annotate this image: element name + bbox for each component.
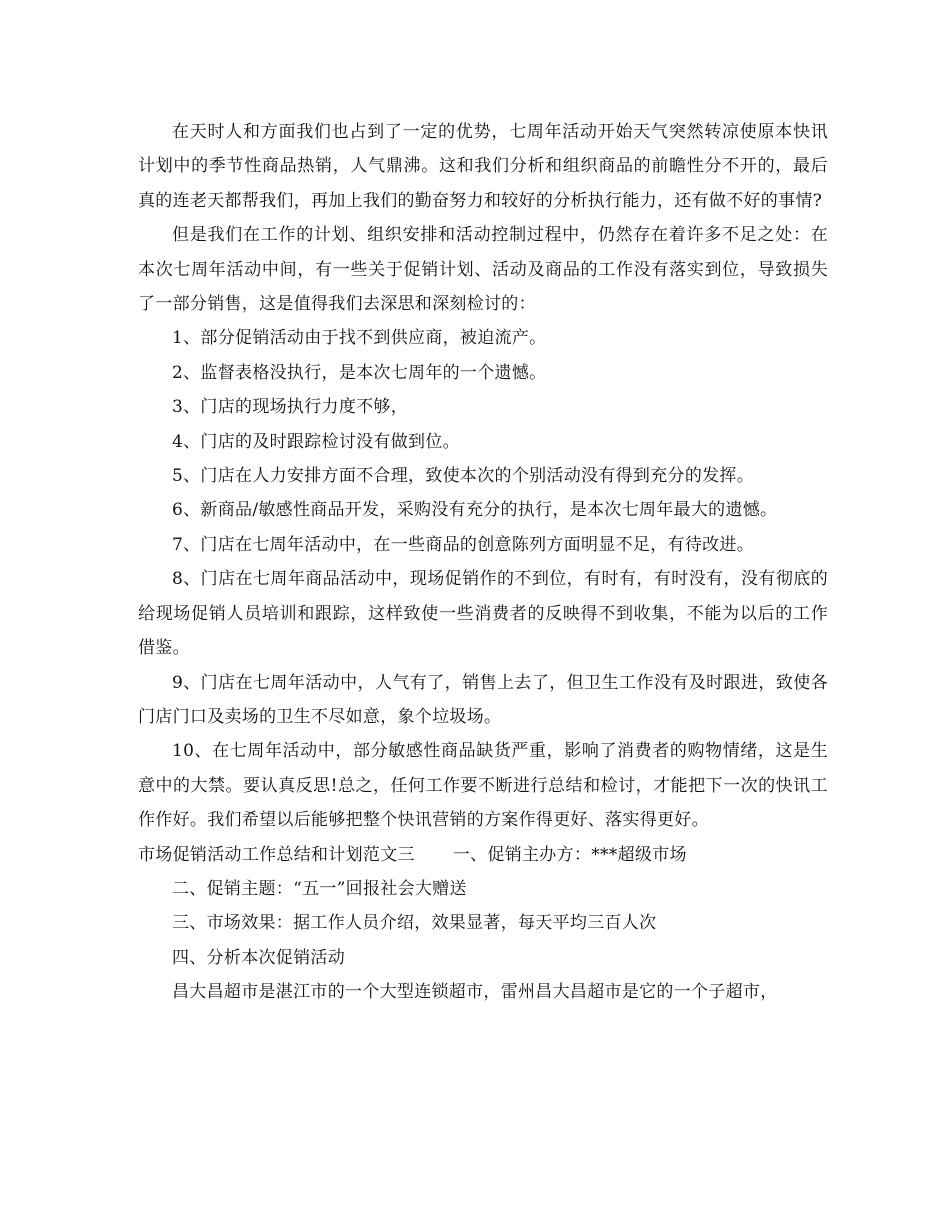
- list-item-7: 7、门店在七周年活动中，在一些商品的创意陈列方面明显不足，有待改进。: [172, 534, 755, 555]
- list-item-5: 5、门店在人力安排方面不合理，致使本次的个别活动没有得到充分的发挥。: [172, 466, 755, 487]
- list-item-2: 2、监督表格没执行，是本次七周年的一个遗憾。: [172, 362, 547, 383]
- list-item-9: 9、门店在七周年活动中，人气有了，销售上去了，但卫生工作没有及时跟进，致使各门店门口及卖场的卫生不尽如意，象个垃圾场。: [138, 672, 828, 727]
- list-item-4: 4、门店的及时跟踪检讨没有做到位。: [172, 431, 460, 452]
- list-item-10: 10、在七周年活动中，部分敏感性商品缺货严重，影响了消费者的购物情绪，这是生意中的大禁。要认真反思!总之，任何工作要不断进行总结和检讨，才能把下一次的快讯工作作好。我们希望以后能够把整个快讯营销的方案作得更好、落实得更好。: [138, 741, 828, 831]
- paragraph-shortcomings: 但是我们在工作的计划、组织安排和活动控制过程中，仍然存在着许多不足之处：在本次七周年活动中间，有一些关于促销计划、活动及商品的工作没有落实到位，导致损失了一部分销售，这是值得我们去深思和深刻检讨的：: [138, 225, 828, 315]
- list-item-1: 1、部分促销活动由于找不到供应商，被迫流产。: [172, 328, 547, 349]
- section-heading: [138, 838, 828, 872]
- promotion-theme: 二、促销主题：“五一”回报社会大赠送: [172, 878, 467, 899]
- analysis-heading: 四、分析本次促销活动: [172, 947, 345, 968]
- list-item-6: 6、新商品/敏感性商品开发，采购没有充分的执行，是本次七周年最大的遗憾。: [172, 500, 778, 521]
- document-body: [138, 115, 828, 1010]
- market-effect: 三、市场效果：据工作人员介绍，效果显著，每天平均三百人次: [172, 913, 657, 934]
- list-item-3: 3、门店的现场执行力度不够，: [172, 397, 409, 418]
- paragraph-advantage: 在天时人和方面我们也占到了一定的优势，七周年活动开始天气突然转凉使原本快讯计划中的季节性商品热销，人气鼎沸。这和我们分析和组织商品的前瞻性分不开的，最后真的连老天都帮我们，再加上我们的勤奋努力和较好的分析执行能力，还有做不好的事情?: [138, 122, 828, 211]
- analysis-paragraph: 昌大昌超市是湛江市的一个大型连锁超市，雷州昌大昌超市是它的一个子超市，: [172, 982, 778, 1003]
- list-item-8: 8、门店在七周年商品活动中，现场促销作的不到位，有时有，有时没有，没有彻底的给现场促销人员培训和跟踪，这样致使一些消费者的反映得不到收集，不能为以后的工作借鉴。: [138, 569, 828, 659]
- section-title: 市场促销活动工作总结和计划范文三: [138, 844, 415, 865]
- section-first-item: 一、促销主办方：***超级市场: [452, 844, 687, 865]
